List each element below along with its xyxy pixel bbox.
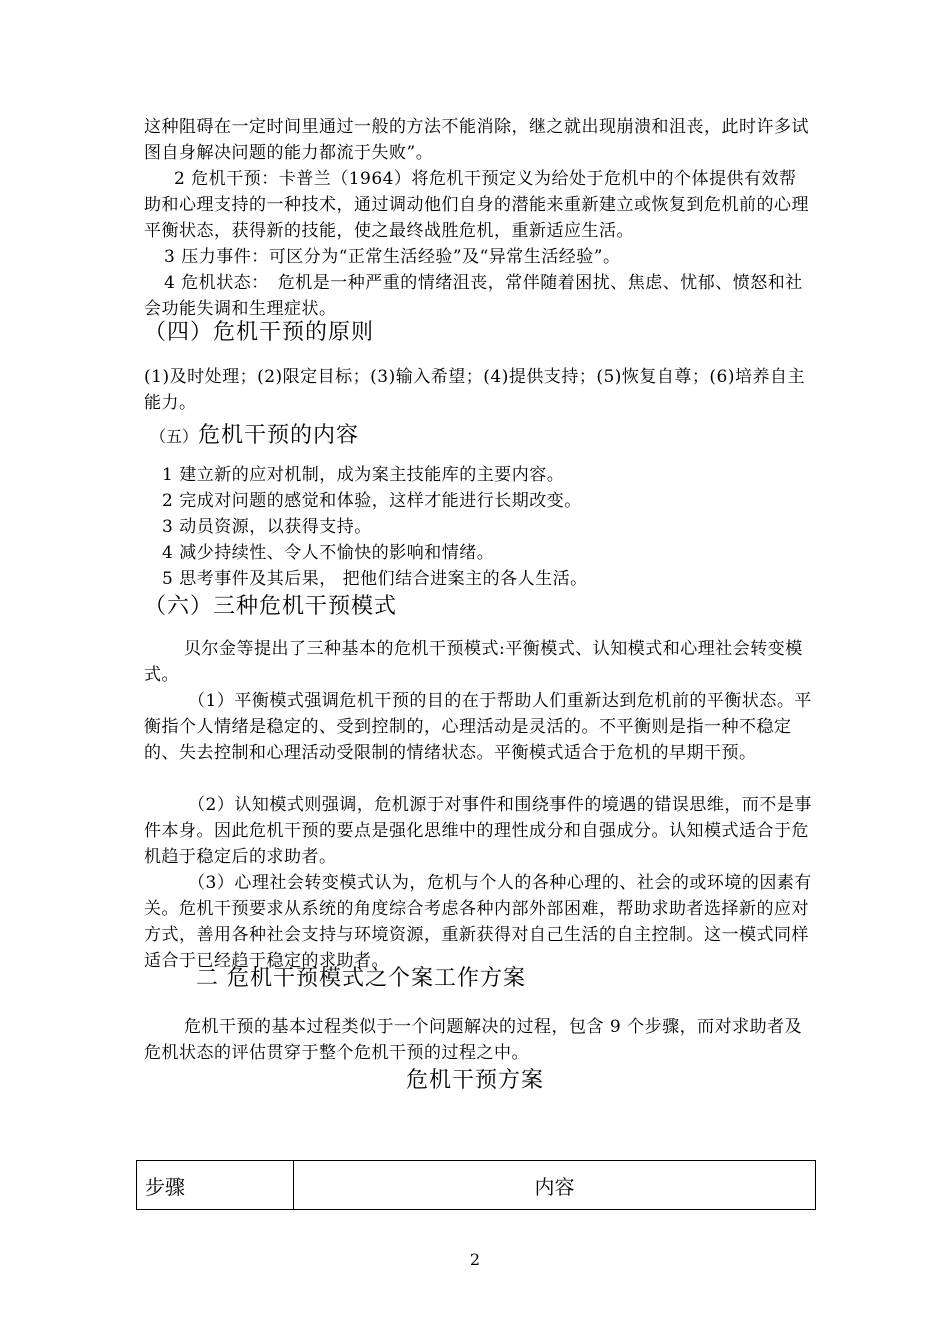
paragraph-process-overview: 危机干预的基本过程类似于一个问题解决的过程，包含 9 个步骤，而对求助者及危机状态的评估贯穿于整个危机干预的过程之中。: [144, 1017, 803, 1063]
paragraph-principles: (1)及时处理；(2)限定目标；(3)输入希望；(4)提供支持；(5)恢复自尊；(6)培养自主能力。: [144, 367, 805, 413]
list-item: 2 完成对问题的感觉和体验，这样才能进行长期改变。: [162, 491, 582, 511]
section-number: （五）: [150, 427, 199, 446]
table-title: 危机干预方案: [405, 1068, 544, 1093]
table-header-row: [137, 1161, 816, 1210]
paragraph-psychosocial-model: （3）心理社会转变模式认为，危机与个人的各种心理的、社会的或环境的因素有关。危机干预要求从系统的角度综合考虑各种内部外部困难，帮助求助者选择新的应对方式，善用各种社会支持与环境资源，重新获得对自己生活的自主控制。这一模式同样适合于已经趋于稳定的求助者。: [144, 873, 812, 971]
paragraph-quote-end: 这种阻碍在一定时间里通过一般的方法不能消除，继之就出现崩溃和沮丧，此时许多试图自身解决问题的能力都流于失败”。: [144, 117, 809, 163]
column-header-content: 内容: [294, 1161, 816, 1210]
section-title: 危机干预的内容: [198, 423, 360, 448]
paragraph-models-intro: 贝尔金等提出了三种基本的危机干预模式:平衡模式、认知模式和心理社会转变模式。: [144, 639, 803, 685]
list-item: 1 建立新的应对机制，成为案主技能库的主要内容。: [162, 465, 565, 485]
paragraph-stress-events: 3 压力事件：可区分为“正常生活经验”及“异常生活经验”。: [164, 247, 621, 267]
list-item: 3 动员资源，以获得支持。: [162, 517, 372, 537]
list-item: 4 减少持续性、令人不愉快的影响和情绪。: [162, 543, 495, 563]
paragraph-balance-model: （1）平衡模式强调危机干预的目的在于帮助人们重新达到危机前的平衡状态。平衡指个人情绪是稳定的、受到控制的，心理活动是灵活的。不平衡则是指一种不稳定的、失去控制和心理活动受限制的情绪状态。平衡模式适合于危机的早期干预。: [144, 691, 812, 763]
section-heading-three-models: （六）三种危机干预模式: [144, 594, 398, 619]
intervention-plan-table: [136, 1160, 816, 1210]
page-number: 2: [469, 1250, 481, 1269]
section-heading-principles: （四）危机干预的原则: [144, 320, 375, 345]
column-header-step: 步骤: [137, 1161, 294, 1210]
paragraph-crisis-state: 4 危机状态： 危机是一种严重的情绪沮丧，常伴随着困扰、焦虑、忧郁、愤怒和社会功能失调和生理症状。: [144, 273, 803, 319]
part-heading-case-work: 二 危机干预模式之个案工作方案: [196, 966, 526, 991]
paragraph-cognitive-model: （2）认知模式则强调，危机源于对事件和围绕事件的境遇的错误思维，而不是事件本身。因此危机干预的要点是强化思维中的理性成分和自强成分。认知模式适合于危机趋于稳定后的求助者。: [144, 795, 812, 867]
section-heading-content: [150, 418, 359, 449]
list-item: 5 思考事件及其后果， 把他们结合进案主的各人生活。: [162, 569, 588, 589]
paragraph-crisis-intervention-definition: 2 危机干预：卡普兰（1964）将危机干预定义为给处于危机中的个体提供有效帮助和心理支持的一种技术，通过调动他们自身的潜能来重新建立或恢复到危机前的心理平衡状态，获得新的技能，使之最终战胜危机，重新适应生活。: [144, 169, 809, 241]
